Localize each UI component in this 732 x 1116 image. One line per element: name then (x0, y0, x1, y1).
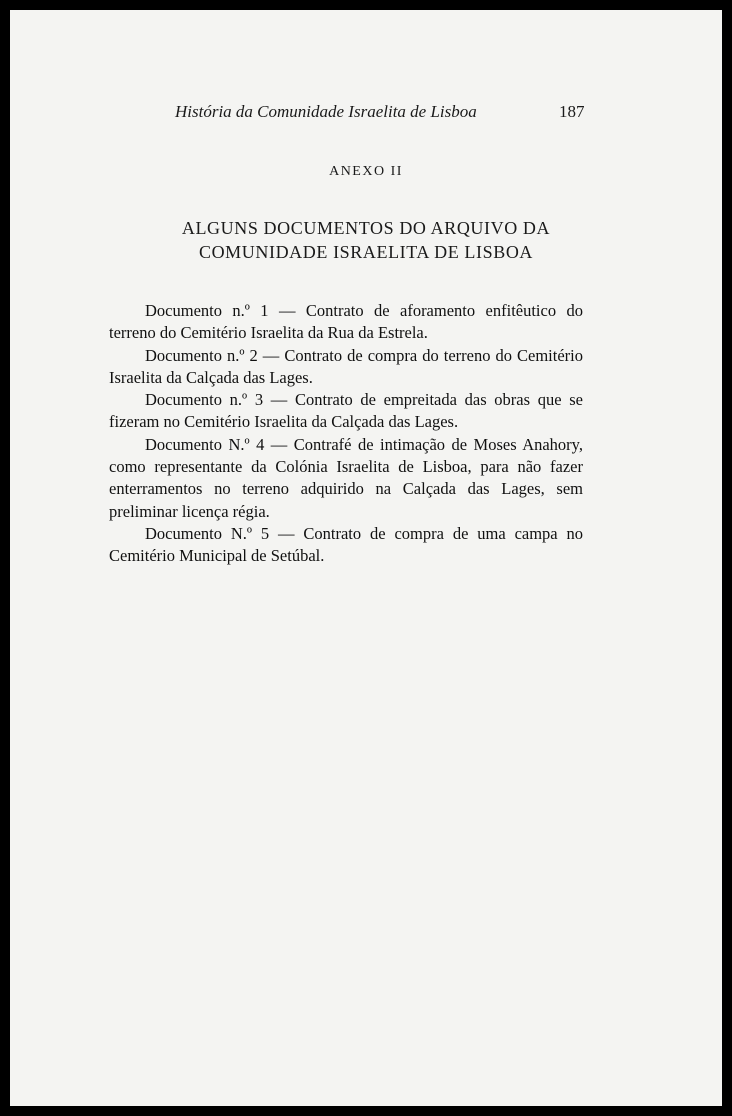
annex-label: ANEXO II (329, 164, 403, 179)
page-number: 187 (559, 102, 585, 121)
document-entry-2: Documento n.º 2 — Contrato de compra do terreno do Cemitério Israelita da Calçada das Lages. (109, 345, 583, 387)
document-entry-3: Documento n.º 3 — Contrato de empreitada das obras que se fizeram no Cemitério Israelita da Calçada das Lages. (109, 390, 583, 432)
document-entry-1: Documento n.º 1 — Contrato de aforamento enfitêutico do terreno do Cemitério Israelita da Rua da Estrela. (109, 301, 583, 343)
document-entry-4: Documento N.º 4 — Contrafé de intimação de Moses Anahory, como representante da Colónia Israelita de Lisboa, para não fazer enterramentos no terreno adquirido na Calçada das Lages, sem preliminar licença régia. (109, 434, 583, 521)
document-list (109, 300, 583, 568)
annex-title-line-2: COMUNIDADE ISRAELITA DE LISBOA (198, 242, 534, 262)
annex-title-line-1: ALGUNS DOCUMENTOS DO ARQUIVO DA (181, 218, 551, 238)
running-header (10, 102, 722, 124)
book-page (10, 10, 722, 1106)
annex-title (10, 216, 722, 264)
running-title: História da Comunidade Israelita de Lisboa (175, 102, 477, 121)
document-entry-5: Documento N.º 5 — Contrato de compra de uma campa no Cemitério Municipal de Setúbal. (109, 523, 583, 566)
